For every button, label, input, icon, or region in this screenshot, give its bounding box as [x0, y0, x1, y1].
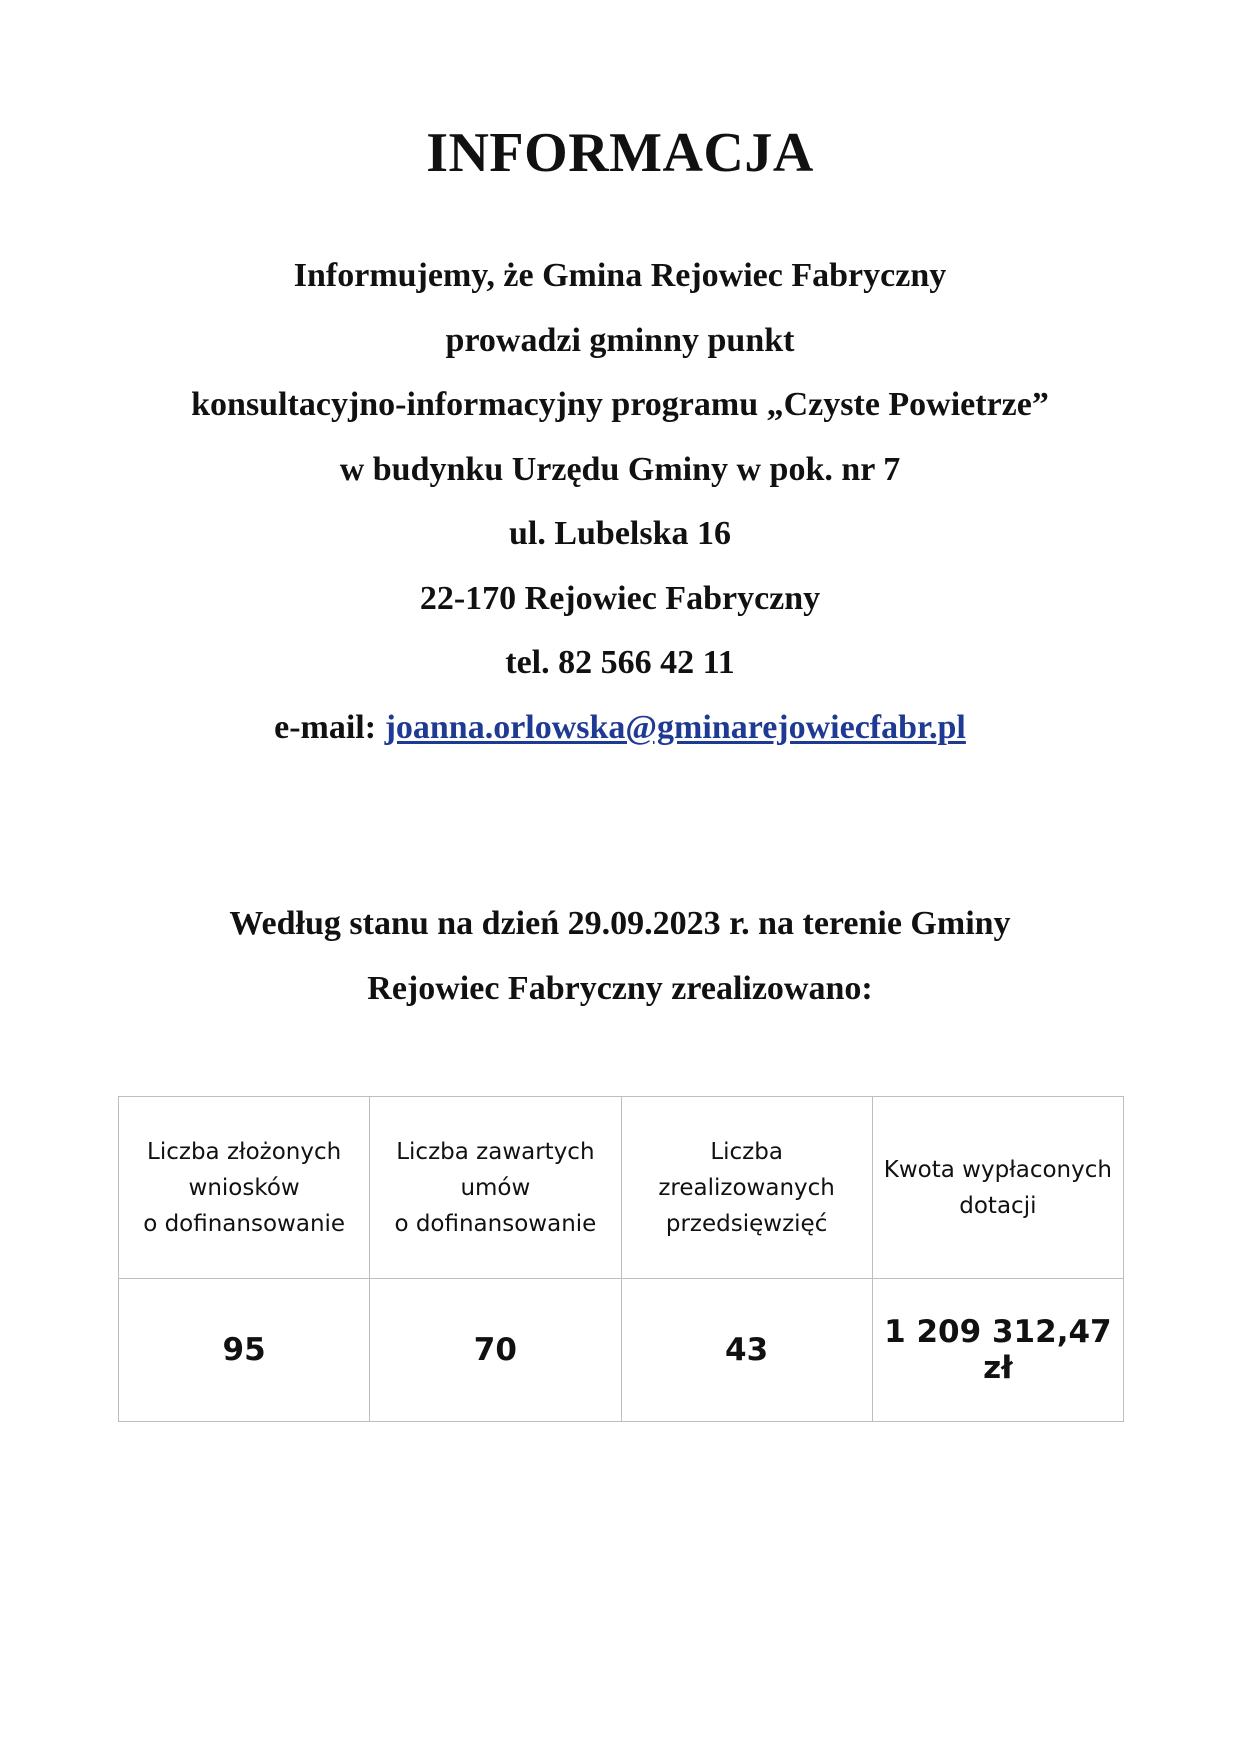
status-line-result: Rejowiec Fabryczny zrealizowano: [367, 969, 873, 1007]
header-projects-line: Liczba [710, 1138, 783, 1165]
header-contracts-line: umów [460, 1174, 531, 1201]
info-line-point: prowadzi gminny punkt [445, 321, 795, 359]
header-projects-line: zrealizowanych [658, 1174, 835, 1201]
status-block [0, 892, 1240, 1021]
status-line-date: Według stanu na dzień 29.09.2023 r. na terenie Gminy [229, 905, 1011, 942]
table-row [119, 1279, 1124, 1422]
info-line-room: w budynku Urzędu Gminy w pok. nr 7 [339, 450, 901, 488]
info-line-email [0, 696, 1240, 761]
table-header-row [119, 1097, 1124, 1279]
info-line-phone: tel. 82 566 42 11 [505, 644, 735, 681]
header-contracts-line: o dofinansowanie [394, 1210, 597, 1237]
info-line-intro: Informujemy, że Gmina Rejowiec Fabryczny [293, 257, 947, 294]
header-applications-line: wniosków [188, 1174, 300, 1201]
value-grants-amount: 1 209 312,47 zł [872, 1279, 1123, 1422]
email-link[interactable]: joanna.orlowska@gminarejowiecfabr.pl [384, 708, 966, 746]
header-applications [119, 1097, 370, 1279]
header-projects [621, 1097, 872, 1279]
summary-table [118, 1096, 1124, 1422]
header-applications-line: Liczba złożonych [147, 1138, 342, 1165]
header-grants-amount-line: dotacji [959, 1192, 1037, 1219]
info-line-street: ul. Lubelska 16 [508, 515, 732, 552]
document-title: INFORMACJA [426, 122, 814, 184]
email-label: e-mail: [274, 708, 385, 746]
info-line-program: konsultacyjno-informacyjny programu „Czyste Powietrze” [191, 386, 1049, 423]
value-projects: 43 [621, 1279, 872, 1422]
header-grants-amount [872, 1097, 1123, 1279]
header-grants-amount-line: Kwota wypłaconych [883, 1156, 1112, 1183]
header-contracts [370, 1097, 621, 1279]
header-projects-line: przedsięwzięć [665, 1210, 828, 1237]
header-contracts-line: Liczba zawartych [396, 1138, 595, 1165]
value-applications: 95 [119, 1279, 370, 1422]
info-block [0, 244, 1240, 760]
info-line-city: 22-170 Rejowiec Fabryczny [419, 579, 821, 617]
header-applications-line: o dofinansowanie [143, 1210, 346, 1237]
value-contracts: 70 [370, 1279, 621, 1422]
